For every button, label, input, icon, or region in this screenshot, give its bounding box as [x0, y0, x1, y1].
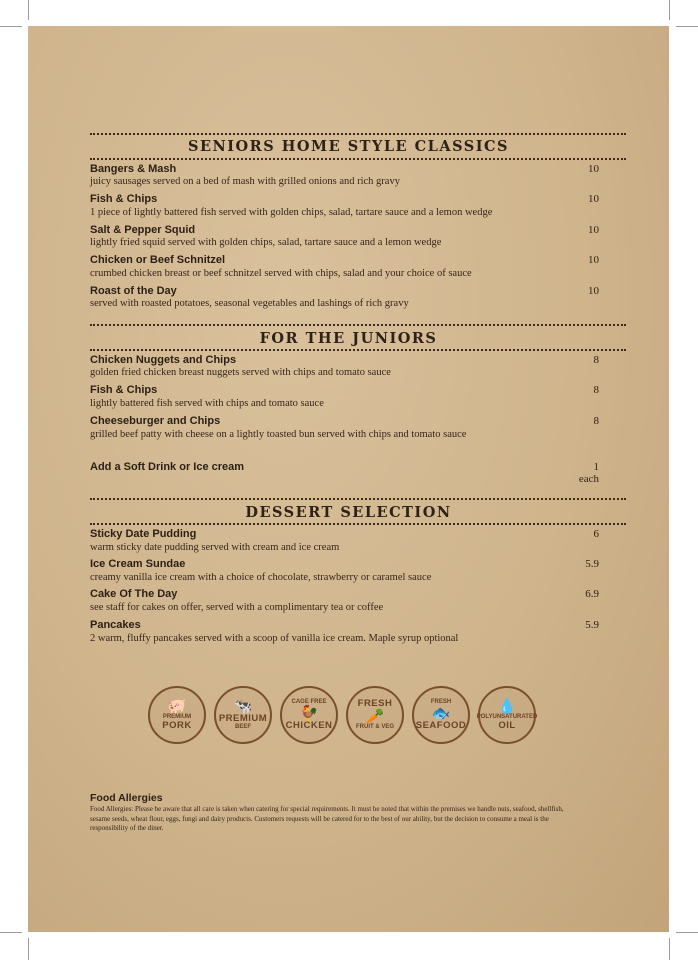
addon-unit: each: [578, 473, 599, 485]
allergy-text: Food Allergies: Please be aware that all care is taken when catering for special requirements. It must be noted that within the premises we handle nuts, seafood, shellfish, sesame seeds, wheat flour, eggs, fungi and dairy products. Customers requests will be catered for to the best of our ability, but the decision to consume a meal is the responsibility of the diner.: [90, 805, 564, 832]
oil-badge: 💧 POLYUNSATURATED OIL: [478, 686, 536, 744]
menu-item-name: Roast of the Day: [90, 285, 177, 297]
section-title-dessert: DESSERT SELECTION: [245, 504, 452, 521]
menu-item-description: lightly fried squid served with golden chips, salad, tartare sauce and a lemon wedge: [90, 237, 442, 248]
crop-mark: [28, 938, 29, 960]
menu-item-description: served with roasted potatoes, seasonal vegetables and lashings of rich gravy: [90, 298, 409, 309]
addon-price: 1: [593, 461, 599, 473]
menu-item-name: Pancakes: [90, 619, 141, 631]
menu-item-description: crumbed chicken breast or beef schnitzel served with chips, salad and your choice of sauce: [90, 268, 472, 279]
menu-page: [28, 26, 669, 932]
pig-icon: 🐖: [167, 698, 187, 716]
menu-item-price: 6.9: [585, 588, 599, 600]
chicken-badge: CAGE FREE 🐓 CHICKEN: [280, 686, 338, 744]
menu-item-name: Cake Of The Day: [90, 588, 178, 600]
section-title-seniors: SENIORS HOME STYLE CLASSICS: [187, 138, 510, 155]
crop-mark: [669, 0, 670, 20]
menu-item-description: 2 warm, fluffy pancakes served with a scoop of vanilla ice cream. Maple syrup optional: [90, 633, 459, 644]
menu-item-price: 10: [588, 163, 599, 175]
menu-item-name: Ice Cream Sundae: [90, 558, 186, 570]
menu-item-description: grilled beef patty with cheese on a lightly toasted bun served with chips and tomato sauce: [90, 429, 467, 440]
menu-item-description: juicy sausages served on a bed of mash with grilled onions and rich gravy: [90, 176, 400, 187]
menu-item-name: Cheeseburger and Chips: [90, 415, 221, 427]
dotted-divider: [90, 324, 626, 326]
menu-item-name: Bangers & Mash: [90, 163, 177, 175]
crop-mark: [676, 26, 698, 27]
dotted-divider: [90, 498, 626, 500]
menu-item-description: 1 piece of lightly battered fish served with golden chips, salad, tartare sauce and a lemon wedge: [90, 207, 493, 218]
menu-item-price: 8: [593, 384, 599, 396]
menu-item-price: 6: [593, 528, 599, 540]
chicken-icon: 🐓: [299, 705, 319, 723]
dotted-divider: [90, 158, 626, 160]
menu-item-description: creamy vanilla ice cream with a choice of chocolate, strawberry or caramel sauce: [90, 572, 432, 583]
seafood-badge: FRESH 🐟 SEAFOOD: [412, 686, 470, 744]
menu-item-description: see staff for cakes on offer, served with a complimentary tea or coffee: [90, 602, 384, 613]
cow-icon: 🐄: [233, 698, 253, 716]
menu-item-price: 10: [588, 254, 599, 266]
fruit-veg-icon: 🥕: [365, 707, 385, 725]
beef-badge: 🐄 PREMIUM BEEF: [214, 686, 272, 744]
fish-icon: 🐟: [431, 705, 451, 723]
menu-item-name: Sticky Date Pudding: [90, 528, 197, 540]
crop-mark: [669, 938, 670, 960]
menu-item-price: 5.9: [585, 558, 599, 570]
menu-item-name: Chicken or Beef Schnitzel: [90, 254, 226, 266]
menu-item-description: warm sticky date pudding served with cream and ice cream: [90, 542, 340, 553]
crop-mark: [28, 0, 29, 20]
menu-item-price: 8: [593, 415, 599, 427]
menu-item-name: Fish & Chips: [90, 193, 158, 205]
crop-mark: [0, 932, 22, 933]
menu-item-price: 5.9: [585, 619, 599, 631]
allergy-title: Food Allergies: [90, 792, 163, 804]
dotted-divider: [90, 349, 626, 351]
crop-mark: [676, 932, 698, 933]
menu-item-price: 10: [588, 285, 599, 297]
menu-item-description: golden fried chicken breast nuggets served with chips and tomato sauce: [90, 367, 391, 378]
quality-badges: [148, 686, 548, 750]
menu-item-name: Salt & Pepper Squid: [90, 224, 196, 236]
crop-mark: [0, 26, 22, 27]
dotted-divider: [90, 133, 626, 135]
menu-item-price: 10: [588, 224, 599, 236]
dotted-divider: [90, 523, 626, 525]
fruit-veg-badge: FRESH 🥕 FRUIT & VEG: [346, 686, 404, 744]
menu-item-price: 10: [588, 193, 599, 205]
menu-item-description: lightly battered fish served with chips and tomato sauce: [90, 398, 324, 409]
pork-badge: 🐖 PREMIUM PORK: [148, 686, 206, 744]
menu-item-name: Fish & Chips: [90, 384, 158, 396]
menu-item-name: Chicken Nuggets and Chips: [90, 354, 237, 366]
addon-name: Add a Soft Drink or Ice cream: [90, 461, 245, 473]
section-title-juniors: FOR THE JUNIORS: [259, 330, 438, 347]
menu-item-price: 8: [593, 354, 599, 366]
oil-drop-icon: 💧: [497, 698, 517, 716]
